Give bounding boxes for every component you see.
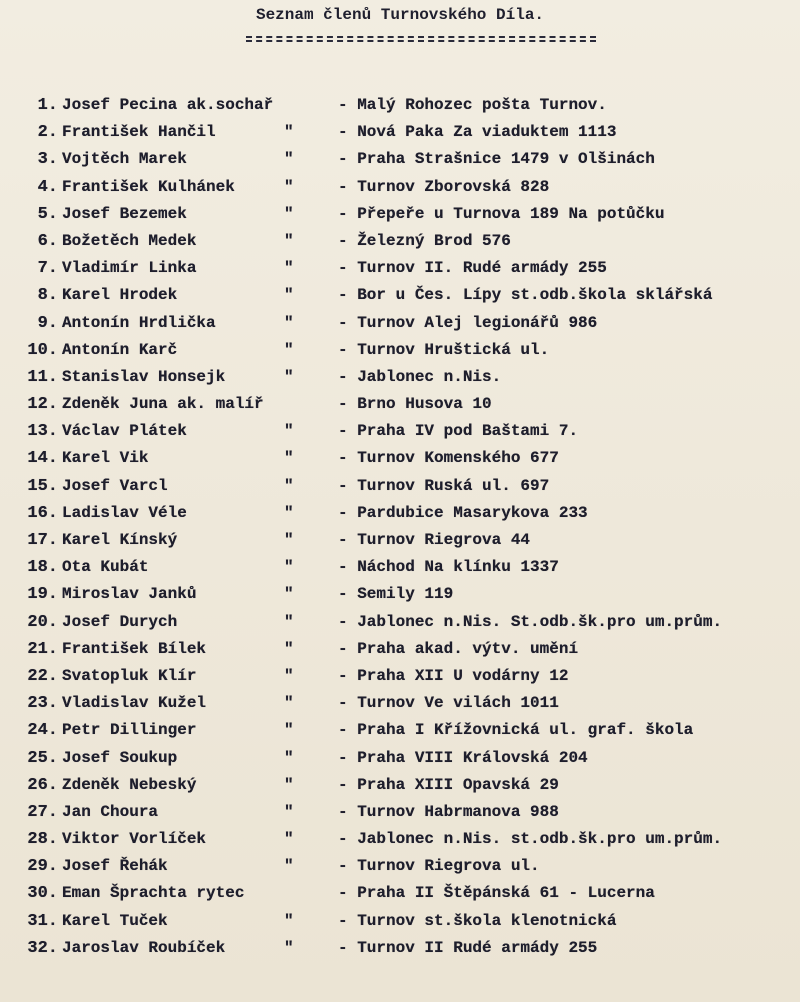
member-name: František Hančil [62, 123, 216, 142]
ditto-mark: " [284, 775, 294, 794]
ditto-mark: " [284, 694, 294, 713]
member-number: 14. [27, 449, 58, 469]
member-number: 31. [27, 911, 58, 931]
member-name: Vladislav Kužel [62, 694, 207, 713]
member-number: 15. [27, 476, 58, 496]
member-name: Jan Choura [62, 802, 159, 821]
member-row [0, 364, 800, 391]
member-name: František Kulhánek [62, 177, 235, 196]
member-row [0, 826, 800, 853]
member-address: - Turnov Zborovská 828 [338, 177, 550, 196]
ditto-mark: " [284, 830, 294, 849]
ditto-mark: " [284, 857, 294, 876]
member-name: Viktor Vorlíček [62, 830, 207, 849]
member-address: - Praha I Křížovnická ul. graf. škola [338, 721, 694, 740]
member-address: - Praha Strašnice 1479 v Olšinách [338, 150, 655, 169]
member-row [0, 772, 800, 799]
member-name: Ladislav Véle [62, 503, 187, 522]
member-address: - Náchod Na klínku 1337 [338, 558, 559, 577]
member-number: 28. [27, 830, 58, 850]
ditto-mark: " [284, 123, 294, 142]
ditto-mark: " [284, 340, 294, 359]
member-row [0, 581, 800, 608]
member-name: Stanislav Honsejk [62, 367, 226, 386]
member-address: - Praha II Štěpánská 61 - Lucerna [338, 884, 655, 903]
member-name: Miroslav Janků [62, 585, 197, 604]
member-address: - Turnov st.škola klenotnická [338, 911, 617, 930]
ditto-mark: " [284, 313, 294, 332]
ditto-mark: " [284, 721, 294, 740]
member-name: Eman Šprachta rytec [62, 884, 245, 903]
member-row [0, 337, 800, 364]
member-list [0, 92, 800, 962]
ditto-mark: " [284, 150, 294, 169]
member-number: 10. [27, 340, 58, 360]
member-number: 18. [27, 558, 58, 578]
member-address: - Praha akad. výtv. umění [338, 639, 579, 658]
member-name: Karel Tuček [62, 911, 168, 930]
ditto-mark: " [284, 259, 294, 278]
member-number: 5. [37, 204, 58, 224]
member-number: 25. [27, 748, 58, 768]
ditto-mark: " [284, 666, 294, 685]
member-row [0, 418, 800, 445]
member-number: 12. [27, 395, 58, 415]
member-name: Josef Pecina ak.sochař [62, 96, 274, 114]
member-row [0, 717, 800, 744]
member-name: Zdeněk Juna ak. malíř [62, 395, 264, 414]
member-address: - Brno Husova 10 [338, 395, 492, 414]
ditto-mark: " [284, 585, 294, 604]
member-name: Jaroslav Roubíček [62, 938, 226, 957]
member-number: 16. [27, 503, 58, 523]
member-name: Josef Soukup [62, 748, 178, 767]
ditto-mark: " [284, 938, 294, 957]
member-number: 23. [27, 694, 58, 714]
member-row [0, 690, 800, 717]
member-address: - Turnov Riegrova 44 [338, 531, 531, 549]
ditto-mark: " [284, 558, 294, 577]
member-number: 26. [27, 775, 58, 795]
member-row [0, 92, 800, 119]
member-number: 17. [27, 531, 58, 550]
member-name: Zdeněk Nebeský [62, 775, 197, 794]
member-number: 22. [27, 666, 58, 686]
member-number: 8. [37, 286, 58, 306]
member-row [0, 500, 800, 527]
member-number: 32. [27, 938, 58, 958]
member-row [0, 609, 800, 636]
member-name: Václav Plátek [62, 422, 187, 441]
member-number: 29. [27, 857, 58, 877]
member-row [0, 310, 800, 337]
member-row [0, 445, 800, 472]
document-title: Seznam členů Turnovského Díla. [255, 6, 545, 24]
member-name: František Bílek [62, 639, 207, 658]
member-name: Antonín Karč [62, 340, 178, 359]
ditto-mark: " [284, 748, 294, 767]
member-name: Vojtěch Marek [62, 150, 187, 169]
member-number: 30. [27, 884, 58, 904]
member-row [0, 146, 800, 173]
member-address: - Turnov Ve vilách 1011 [338, 694, 559, 713]
ditto-mark: " [284, 911, 294, 930]
member-address: - Jablonec n.Nis. [338, 367, 502, 386]
member-name: Božetěch Medek [62, 231, 197, 250]
member-number: 7. [37, 259, 58, 279]
member-address: - Praha IV pod Baštami 7. [338, 422, 579, 441]
member-address: - Turnov Hruštická ul. [338, 340, 550, 359]
ditto-mark: " [284, 177, 294, 196]
title-underline-second [246, 40, 596, 42]
member-address: - Pardubice Masarykova 233 [338, 503, 588, 522]
member-name: Josef Durych [62, 612, 178, 631]
member-number: 9. [37, 313, 58, 333]
ditto-mark: " [284, 286, 294, 305]
ditto-mark: " [284, 231, 294, 250]
ditto-mark: " [284, 802, 294, 821]
member-name: Josef Varcl [62, 476, 168, 495]
title-underline [246, 36, 596, 38]
member-row [0, 473, 800, 500]
member-name: Josef Řehák [62, 857, 168, 876]
member-address: - Praha VIII Královská 204 [338, 748, 588, 767]
member-number: 24. [27, 721, 58, 741]
member-number: 4. [37, 177, 58, 197]
member-address: - Turnov Habrmanova 988 [338, 802, 559, 821]
member-address: - Praha XII U vodárny 12 [338, 666, 569, 685]
member-address: - Jablonec n.Nis. st.odb.šk.pro um.prům. [338, 830, 723, 849]
ditto-mark: " [284, 503, 294, 522]
ditto-mark: " [284, 449, 294, 468]
member-row [0, 174, 800, 201]
member-address: - Praha XIII Opavská 29 [338, 775, 559, 794]
member-row [0, 880, 800, 907]
member-number: 13. [27, 422, 58, 442]
member-row [0, 228, 800, 255]
member-number: 3. [37, 150, 58, 170]
member-address: - Přepeře u Turnova 189 Na potůčku [338, 204, 665, 223]
member-name: Karel Hrodek [62, 286, 178, 305]
member-number: 2. [37, 123, 58, 143]
member-row [0, 527, 800, 554]
member-name: Svatopluk Klír [62, 666, 197, 685]
member-row [0, 799, 800, 826]
member-name: Karel Kínský [62, 531, 178, 549]
ditto-mark: " [284, 531, 294, 549]
member-address: - Nová Paka Za viaduktem 1113 [338, 123, 617, 142]
member-number: 27. [27, 802, 58, 822]
member-row [0, 853, 800, 880]
member-row [0, 391, 800, 418]
ditto-mark: " [284, 367, 294, 386]
member-address: - Malý Rohozec pošta Turnov. [338, 96, 607, 114]
member-address: - Turnov II Rudé armády 255 [338, 938, 598, 957]
ditto-mark: " [284, 422, 294, 441]
ditto-mark: " [284, 476, 294, 495]
member-address: - Turnov Ruská ul. 697 [338, 476, 550, 495]
member-row [0, 282, 800, 309]
member-row [0, 663, 800, 690]
member-name: Petr Dillinger [62, 721, 197, 740]
member-number: 19. [27, 585, 58, 605]
member-row [0, 119, 800, 146]
member-row [0, 745, 800, 772]
member-row [0, 554, 800, 581]
member-number: 6. [37, 231, 58, 251]
member-row [0, 201, 800, 228]
member-address: - Semily 119 [338, 585, 454, 604]
member-address: - Turnov Riegrova ul. [338, 857, 540, 876]
member-number: 11. [27, 367, 58, 387]
member-name: Karel Vik [62, 449, 149, 468]
member-row [0, 908, 800, 935]
member-name: Antonín Hrdlička [62, 313, 216, 332]
member-address: - Turnov Komenského 677 [338, 449, 559, 468]
member-address: - Turnov Alej legionářů 986 [338, 313, 598, 332]
ditto-mark: " [284, 204, 294, 223]
member-row [0, 636, 800, 663]
member-address: - Bor u Čes. Lípy st.odb.škola sklářská [338, 286, 713, 305]
member-number: 20. [27, 612, 58, 632]
ditto-mark: " [284, 612, 294, 631]
member-row [0, 255, 800, 282]
ditto-mark: " [284, 639, 294, 658]
member-address: - Jablonec n.Nis. St.odb.šk.pro um.prům. [338, 612, 723, 631]
member-number: 1. [37, 96, 58, 115]
member-name: Josef Bezemek [62, 204, 187, 223]
member-name: Ota Kubát [62, 558, 149, 577]
member-address: - Železný Brod 576 [338, 231, 511, 250]
member-number: 21. [27, 639, 58, 659]
member-name: Vladimír Linka [62, 259, 197, 278]
member-address: - Turnov II. Rudé armády 255 [338, 259, 607, 278]
member-row [0, 935, 800, 962]
